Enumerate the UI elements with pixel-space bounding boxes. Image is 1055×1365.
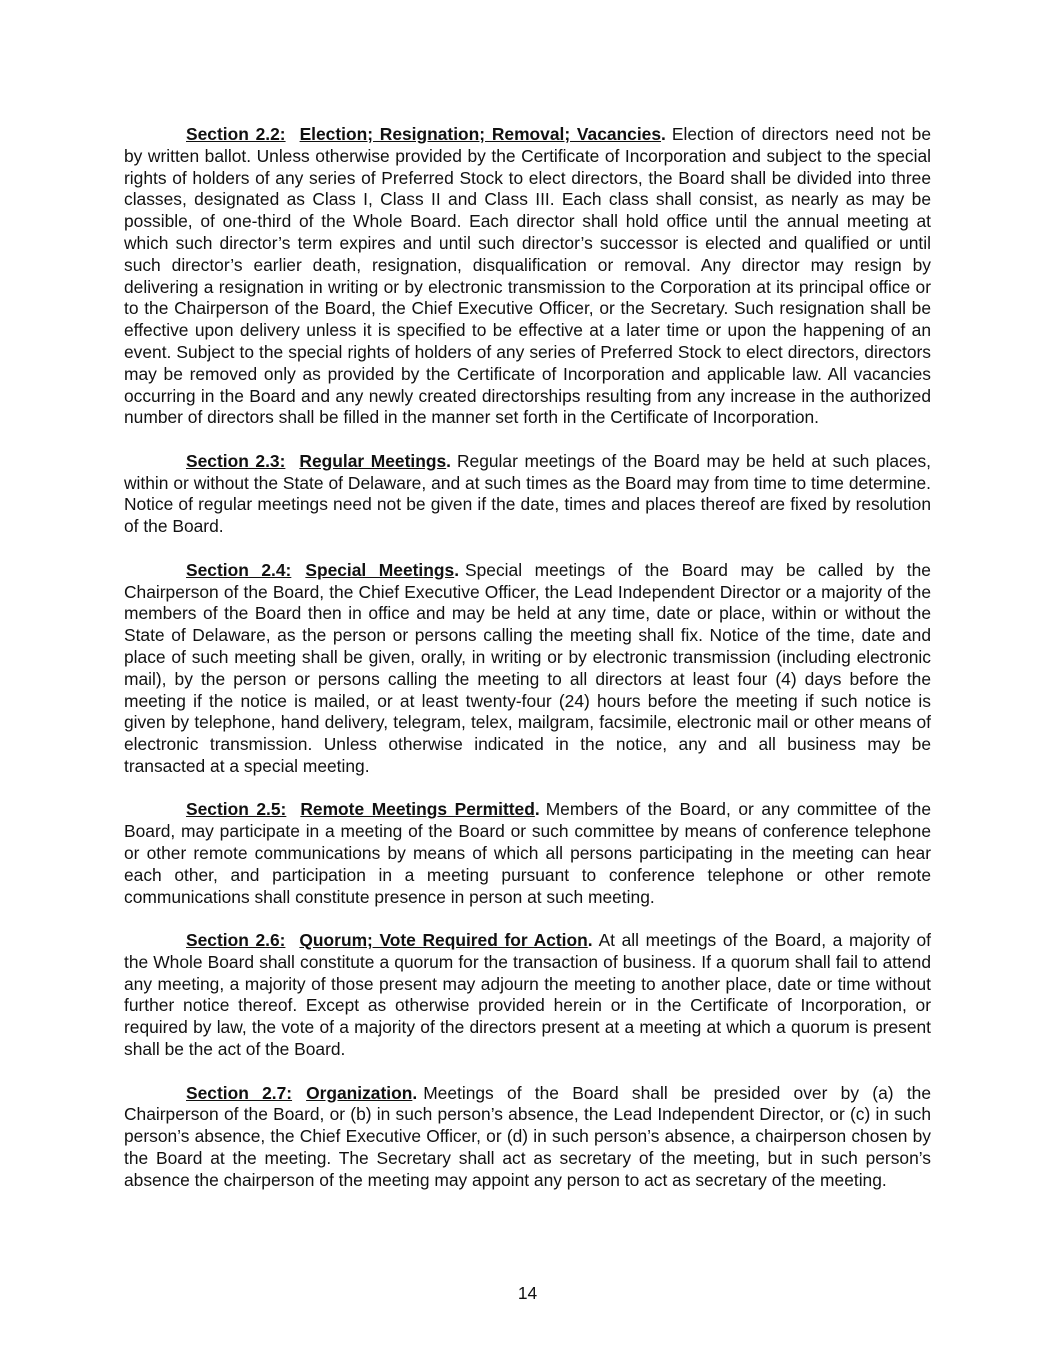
section-title: Remote Meetings Permitted [300,799,535,820]
section-body: At all meetings of the Board, a majority of the Whole Board shall constitute a quorum for the transaction of business. If a quorum shall fail to attend any meeting, a majority of those present may adjourn the meeting to another place, date or time without further notice thereof. Except as otherwise provided herein or in the Certificate of Incorporation, or required by law, the vote of a majority of the directors present at a meeting at which a quorum is present shall be the act of the Board. [124,930,931,1060]
section-2-2 [124,124,931,429]
section-body: Meetings of the Board shall be presided over by (a) the Chairperson of the Board, or (b) in such person’s absence, the Lead Independent Director, or (c) in such person’s absence, the Chief Executive Officer, or (d) in such person’s absence, a chairperson chosen by the Board at the meeting. The Secretary shall act as secretary of the meeting, but in such person’s absence the chairperson of the meeting may appoint any person to act as secretary of the meeting. [124,1082,931,1190]
page-number: 14 [517,1283,538,1303]
section-number: Section 2.2: [186,124,286,144]
section-title: Special Meetings [305,559,455,580]
section-title: Election; Resignation; Removal; Vacancies [299,124,662,144]
section-number: Section 2.4: [186,559,292,580]
section-title-wrap: Quorum; Vote Required for Action. [299,930,593,951]
section-2-3 [124,451,931,538]
section-2-7 [124,1083,931,1192]
section-title-wrap: Special Meetings. [305,559,460,580]
section-2-5 [124,799,931,908]
section-body: Members of the Board, or any committee of the Board, may participate in a meeting of the Board or such committee by means of conference telephone or other remote communications by means of which all persons participating in the meeting can hear each other, and participation in a meeting pursuant to conference telephone or other remote communications shall constitute presence in person at such meeting. [124,799,931,907]
section-body: Regular meetings of the Board may be held at such places, within or without the State of Delaware, and at such times as the Board may from time to time determine. Notice of regular meetings need not be given if the date, times and places thereof are fixed by resolution of the Board. [124,450,931,537]
section-number: Section 2.5: [186,799,287,820]
section-2-4 [124,560,931,778]
section-title-wrap: Regular Meetings. [299,450,451,471]
section-2-6 [124,930,931,1061]
section-number: Section 2.3: [186,450,286,471]
section-title: Regular Meetings [299,450,447,471]
section-body: Election of directors need not be by written ballot. Unless otherwise provided by the Certificate of Incorporation and subject to the special rights of holders of any series of Preferred Stock to elect directors, the Board shall be divided into three classes, designated as Class I, Class II and Class III. Each class shall consist, as nearly as may be possible, of one-third of the Whole Board. Each director shall hold office until the annual meeting at which such director’s term expires and until such director’s successor is elected and qualified or until such director’s earlier death, resignation, disqualification or removal. Any director may resign by delivering a resignation in writing or by electronic transmission to the Corporation at its principal office or to the Chairperson of the Board, the Chief Executive Officer, or the Secretary. Such resignation shall be effective upon delivery unless it is specified to be effective at a later time or upon the happening of an event. Subject to the special rights of holders of any series of Preferred Stock to elect directors, directors may be removed only as provided by the Certificate of Incorporation and applicable law. All vacancies occurring in the Board and any newly created directorships resulting from any increase in the authorized number of directors shall be filled in the manner set forth in the Certificate of Incorporation. [124,124,931,428]
section-title-wrap: Election; Resignation; Removal; Vacancies. [299,124,666,144]
section-number: Section 2.7: [186,1082,293,1103]
section-title-wrap: Organization. [306,1082,418,1103]
section-number: Section 2.6: [186,930,286,951]
section-title: Organization [306,1082,413,1103]
section-title: Quorum; Vote Required for Action [299,930,588,951]
document-page [124,124,931,1213]
section-title-wrap: Remote Meetings Permitted. [300,799,540,820]
section-body: Special meetings of the Board may be called by the Chairperson of the Board, the Chief Executive Officer, the Lead Independent Director or a majority of the members of the Board then in office and may be held at any time, date or place, within or without the State of Delaware, as the person or persons calling the meeting shall fix. Notice of the time, date and place of such meeting shall be given, orally, in writing or by electronic transmission (including electronic mail), by the person or persons calling the meeting to all directors at least four (4) days before the meeting if the notice is mailed, or at least twenty-four (24) hours before the meeting if such notice is given by telephone, hand delivery, telegram, telex, mailgram, facsimile, electronic mail or other means of electronic transmission. Unless otherwise indicated in the notice, any and all business may be transacted at a special meeting. [124,559,931,776]
